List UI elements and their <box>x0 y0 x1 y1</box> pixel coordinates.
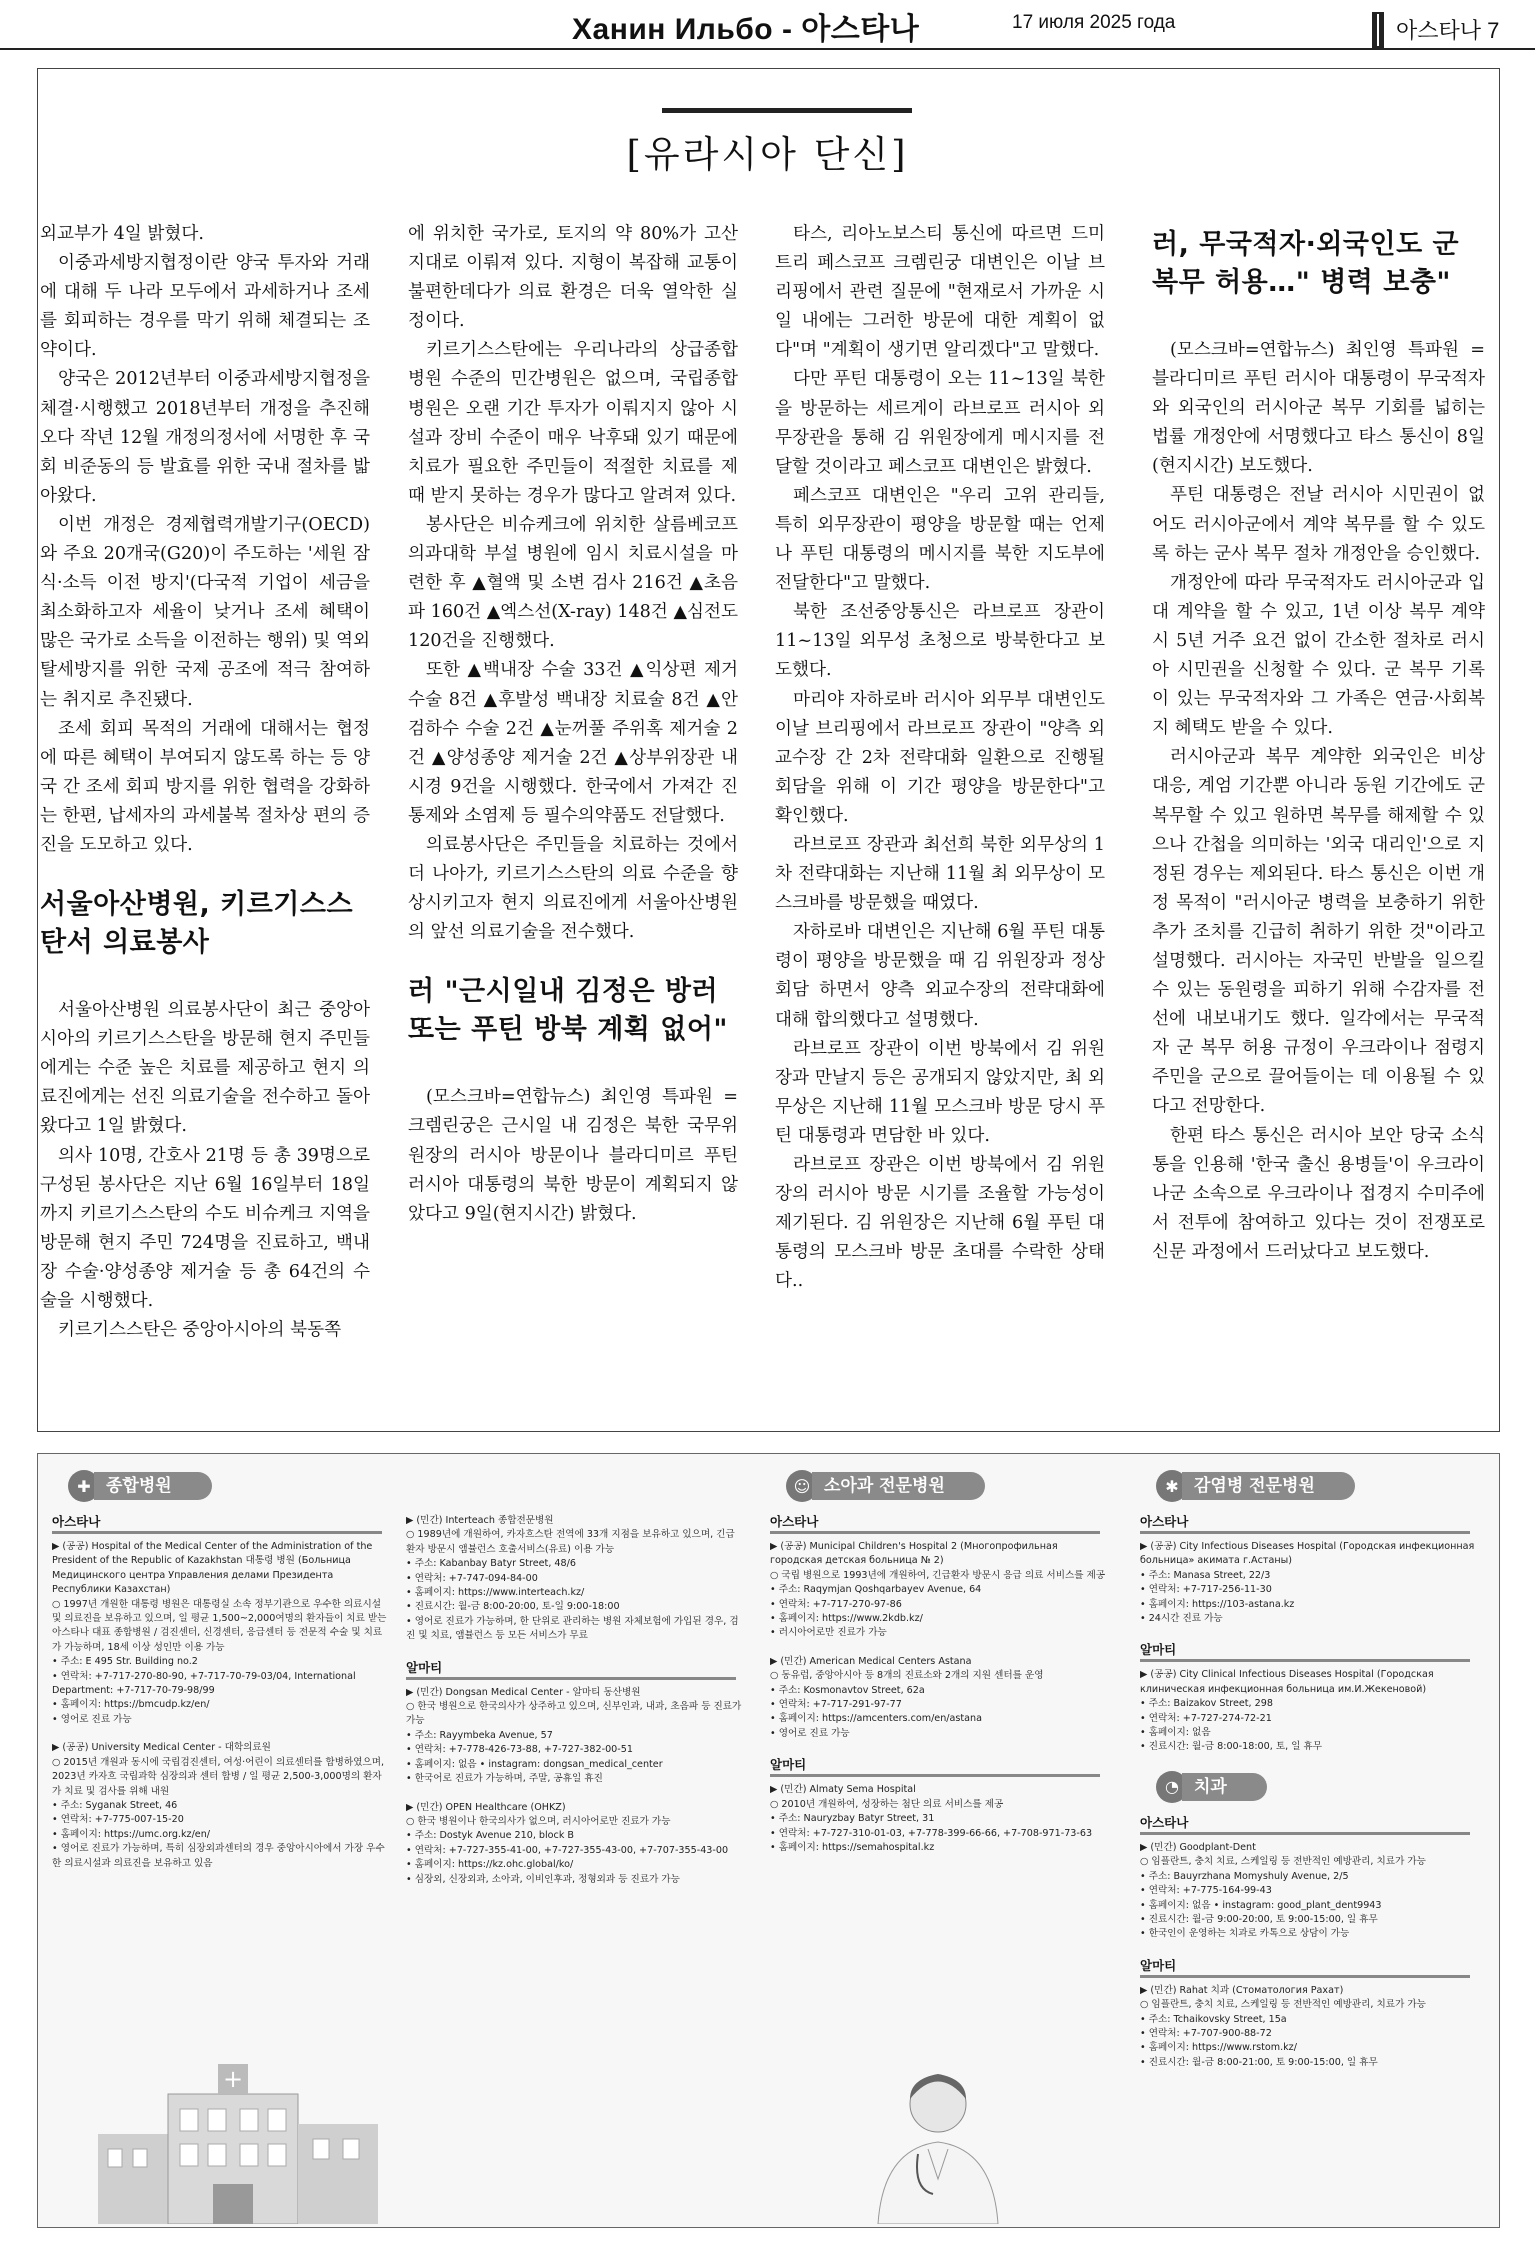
paragraph: 키르기스스탄은 중앙아시아의 북동쪽 <box>58 1320 342 1341</box>
issue-date: 17 июля 2025 года <box>1012 12 1176 33</box>
entry-line: ○ 동유럽, 중앙아시아 등 8개의 진료소와 2개의 지원 센터를 운영 <box>770 1670 1044 1682</box>
entry-line: • 주소: Kosmonavtov Street, 62a <box>770 1684 925 1696</box>
directory-entry <box>52 1741 388 1871</box>
kicker-title: [유라시아 단신] <box>626 133 909 176</box>
entry-line: • 진료시간: 월-금 8:00-18:00, 토, 일 휴무 <box>1140 1741 1323 1753</box>
paragraph: 페스코프 대변인은 "우리 고위 관리들, 특히 외무장관이 평양을 방문할 때는 언제나 푸틴 대통령의 메시지를 북한 지도부에 전달한다"고 말했다. <box>775 485 1105 594</box>
article-column-2 <box>408 220 738 1229</box>
paragraph: (모스크바=연합뉴스) 최인영 특파원 = 블라디미르 푸틴 러시아 대통령이 무국적자와 외국인의 러시아군 복무 기회를 넓히는 법률 개정안에 서명했다고 타스 통신이 8일(현지시간) 보도했다. <box>1152 340 1485 477</box>
city-label: 알마티 <box>770 1755 1100 1777</box>
entry-name: ▶ (공공) Municipal Children's Hospital 2 (Многопрофильная городская детская больница № 2) <box>770 1541 1058 1567</box>
entry-line: ○ 임플란트, 충치 치료, 스케일링 등 전반적인 예방관리, 치료가 가능 <box>1140 1999 1426 2011</box>
entry-name: ▶ (민간) American Medical Centers Astana <box>770 1655 972 1667</box>
entry-name: ▶ (민간) Rahat 치과 (Стоматология Рахат) <box>1140 1984 1344 1996</box>
paragraph: 라브로프 장관은 이번 방북에서 김 위원장의 러시아 방문 시기를 조율할 가능성이 제기된다. 김 위원장은 지난해 6월 푸틴 대통령의 모스크바 방문 초대를 수락한 상태다.. <box>775 1155 1105 1292</box>
page-header <box>0 0 1535 52</box>
entry-line: ○ 한국 병원이나 한국의사가 없으며, 러시아어로만 진료가 가능 <box>406 1815 671 1827</box>
category-title: 종합병원 <box>94 1472 212 1500</box>
tooth-icon: ◔ <box>1156 1771 1188 1803</box>
directory-entry <box>1140 1984 1486 2070</box>
directory-entry <box>770 1783 1106 1855</box>
entry-name: ▶ (민간) Goodplant-Dent <box>1140 1841 1256 1853</box>
entry-line: • 영어로 진료 가능 <box>52 1713 132 1725</box>
header-rule <box>0 48 1535 50</box>
headline-asan-hospital: 서울아산병원, 키르기스스탄서 의료봉사 <box>40 889 354 959</box>
entry-line: • 홈페이지: https://amcenters.com/en/astana <box>770 1713 983 1725</box>
category-title: 소아과 전문병원 <box>812 1472 985 1500</box>
paragraph: 서울아산병원 의료봉사단이 최근 중앙아시아의 키르기스스탄을 방문해 현지 주민들에게는 수준 높은 치료를 제공하고 현지 의료진에게는 선진 의료기술을 전수하고 돌아왔다고 1일 밝혔다. <box>40 1000 370 1137</box>
entry-name: ▶ (민간) Almaty Sema Hospital <box>770 1784 916 1796</box>
entry-line: • 연락처: +7-717-291-97-77 <box>770 1699 902 1711</box>
paragraph: 개정안에 따라 무국적자도 러시아군과 입대 계약을 할 수 있고, 1년 이상 복무 계약 시 5년 거주 요건 없이 간소한 절차로 러시아 시민권을 신청할 수 있다. 군 복무 기록이 있는 무국적자와 그 가족은 연금·사회복지 혜택도 받을 수 있다. <box>1152 572 1485 739</box>
entry-line: • 주소: E 495 Str. Building no.2 <box>52 1656 198 1668</box>
entry-line: • 주소: Tchaikovsky Street, 15a <box>1140 2013 1287 2025</box>
entry-name: ▶ (민간) Dongsan Medical Center - 알마티 동산병원 <box>406 1686 641 1698</box>
svg-text:+: + <box>222 2065 244 2093</box>
entry-name: ▶ (공공) University Medical Center - 대학의료원 <box>52 1742 271 1754</box>
entry-line: • 연락처: +7-747-094-84-00 <box>406 1572 538 1584</box>
directory-entry <box>1140 1540 1486 1626</box>
city-label: 아스타나 <box>1140 1813 1470 1835</box>
directory-entry <box>52 1540 388 1727</box>
entry-line: • 연락처: +7-717-256-11-30 <box>1140 1584 1272 1596</box>
entry-line: • 심장외, 신장외과, 소아과, 이비인후과, 정형외과 등 진료가 가능 <box>406 1873 680 1885</box>
paragraph: 북한 조선중앙통신은 라브로프 장관이 11~13일 외무성 초청으로 방북한다고 보도했다. <box>775 602 1105 681</box>
directory-entry <box>1140 1668 1486 1754</box>
paragraph: 의료봉사단은 주민들을 치료하는 것에서 더 나아가, 키르기스스탄의 의료 수준을 향상시키고자 현지 의료진에게 서울아산병원의 앞선 의료기술을 전수했다. <box>408 834 738 943</box>
category-title: 치과 <box>1182 1773 1267 1801</box>
entry-line: • 연락처: +7-775-164-99-43 <box>1140 1885 1272 1897</box>
entry-line: • 홈페이지: https://www.interteach.kz/ <box>406 1587 585 1599</box>
article-column-3 <box>775 220 1105 1296</box>
hospital-directory <box>37 1453 1500 2228</box>
entry-name: ▶ (민간) Interteach 종합전문병원 <box>406 1515 554 1526</box>
city-label: 알마티 <box>406 1658 736 1680</box>
paragraph: 라브로프 장관과 최선희 북한 외무상의 1차 전략대화는 지난해 11월 최 외무상이 모스크바를 방문했을 때였다. <box>775 834 1105 914</box>
entry-line: • 홈페이지: 없음 • instagram: good_plant_dent9943 <box>1140 1899 1382 1911</box>
paragraph: 외교부가 4일 밝혔다. <box>40 224 204 244</box>
entry-line: • 홈페이지: https://semahospital.kz <box>770 1841 935 1853</box>
directory-entry <box>770 1655 1106 1741</box>
paragraph: 이번 개정은 경제협력개발기구(OECD)와 주요 20개국(G20)이 주도하는 '세원 잠식·소득 이전 방지'(다국적 기업이 세금을 최소화하고자 세율이 낮거나 조세 혜택이 많은 국가로 소득을 이전하는 행위) 및 역외탈세방지를 위한 국제 공조에 적극 참여하는 취지로 추진됐다. <box>40 514 370 710</box>
paragraph: 양국은 2012년부터 이중과세방지협정을 체결·시행했고 2018년부터 개정을 추진해오다 작년 12월 개정의정서에 서명한 후 국회 비준동의 등 발효를 위한 국내 절차를 밟아왔다. <box>40 369 370 506</box>
entry-name: ▶ (공공) City Clinical Infectious Diseases Hospital (Городская клиническая инфекционная больница им.И.Жекеновой) <box>1140 1669 1434 1695</box>
entry-line: • 진료시간: 월-금 8:00-20:00, 토-일 9:00-18:00 <box>406 1601 620 1613</box>
entry-line: • 홈페이지: https://www.2kdb.kz/ <box>770 1613 923 1625</box>
entry-line: • 진료시간: 월-금 9:00-20:00, 토 9:00-15:00, 일 휴무 <box>1140 1913 1378 1925</box>
entry-line: • 연락처: +7-717-270-97-86 <box>770 1598 902 1610</box>
directory-infectious-dental <box>1136 1468 1486 2084</box>
entry-line: • 주소: Raqymjan Qoshqarbayev Avenue, 64 <box>770 1584 982 1596</box>
paragraph: 키르기스스탄에는 우리나라의 상급종합병원 수준의 민간병원은 없으며, 국립종합병원은 오랜 기간 투자가 이뤄지지 않아 시설과 장비 수준이 매우 낙후돼 있기 때문에 치료가 필요한 주민들이 적절한 치료를 제때 받지 못하는 경우가 많다고 알려져 있다. <box>408 340 738 506</box>
entry-line: • 연락처: +7-727-355-41-00, +7-727-355-43-00, +7-707-355-43-00 <box>406 1844 729 1856</box>
entry-line: • 연락처: +7-707-900-88-72 <box>1140 2027 1272 2039</box>
entry-line: • 연락처: +7-717-270-80-90, +7-717-70-79-03/04, International Department: +7-717-70-79-98/99 <box>52 1670 356 1697</box>
paragraph: 러시아군과 복무 계약한 외국인은 비상 대응, 계엄 기간뿐 아니라 동원 기간에도 군 복무할 수 있고 원하면 복무를 해제할 수 있으나 간첩을 의미하는 '외국 대리인'으로 지정된 경우는 제외된다. 타스 통신은 이번 개정 목적이 "러시아군 병력을 보충하기 위한 추가 조치를 긴급히 취하기 위한 것"이라고 설명했다. 러시아는 자국민 반발을 일으킬 수 있는 동원령을 피하기 위해 수감자를 전선에 내보내기도 했다. 일각에서는 무국적자 군 복무 허용 규정이 우크라이나 점령지 주민을 군으로 끌어들이는 데 이용될 수 있다고 전망한다. <box>1152 747 1485 1117</box>
paragraph: 이중과세방지협정이란 양국 투자와 거래에 대해 두 나라 모두에서 과세하거나 조세를 회피하는 경우를 막기 위해 체결되는 조약이다. <box>40 253 370 361</box>
entry-line: • 영어로 진료 가능 <box>770 1727 850 1739</box>
entry-name: ▶ (공공) City Infectious Diseases Hospital (Городская инфекционная больница» акимата г.Астаны) <box>1140 1541 1475 1567</box>
category-header-pediatric <box>766 1468 1106 1504</box>
directory-general-continued <box>402 1514 742 1901</box>
entry-line: • 홈페이지: https://www.rstom.kz/ <box>1140 2042 1297 2054</box>
paragraph: 봉사단은 비슈케크에 위치한 살름베코프 의과대학 부설 병원에 임시 치료시설을 마련한 후 ▲혈액 및 소변 검사 216건 ▲초음파 160건 ▲엑스선(X-ray) 148건 ▲심전도 120건을 진행했다. <box>408 514 738 652</box>
entry-line: • 주소: Kabanbay Batyr Street, 48/6 <box>406 1558 576 1570</box>
paragraph: 라브로프 장관이 이번 방북에서 김 위원장과 만날지 등은 공개되지 않았지만, 최 외무상은 지난해 11월 모스크바 방문 당시 푸틴 대통령과 면담한 바 있다. <box>775 1038 1105 1146</box>
entry-line: • 영어로 진료가 가능하며, 한 단위로 관리하는 병원 자체보험에 가입된 경우, 검진 및 치료, 앰뷸런스 등 모든 서비스가 무료 <box>406 1615 739 1642</box>
directory-entry <box>1140 1841 1486 1942</box>
category-header-dental <box>1136 1769 1486 1805</box>
paragraph: 푸틴 대통령은 전날 러시아 시민권이 없어도 러시아군에서 계약 복무를 할 수 있도록 하는 군사 복무 절차 개정안을 승인했다. <box>1152 485 1485 564</box>
entry-line: • 주소: Manasa Street, 22/3 <box>1140 1569 1271 1581</box>
entry-line: ○ 한국 병원으로 한국의사가 상주하고 있으며, 신부인과, 내과, 초음파 등 진료가 가능 <box>406 1701 742 1727</box>
paragraph: 조세 회피 목적의 거래에 대해서는 협정에 따른 혜택이 부여되지 않도록 하는 등 양국 간 조세 회피 방지를 위한 협력을 강화하는 한편, 납세자의 과세불복 절차상 편의 증진을 도모하고 있다. <box>40 718 370 855</box>
city-label: 아스타나 <box>52 1512 382 1534</box>
directory-entry <box>770 1540 1106 1641</box>
entry-line: ○ 2010년 개원하여, 성장하는 첨단 의료 서비스를 제공 <box>770 1798 1004 1810</box>
entry-line: • 홈페이지: 없음 <box>1140 1727 1211 1739</box>
city-label: 아스타나 <box>770 1512 1100 1534</box>
category-header-infectious <box>1136 1468 1486 1504</box>
paragraph: 또한 ▲백내장 수술 33건 ▲익상편 제거 수술 8건 ▲후발성 백내장 치료술 8건 ▲안검하수 수술 2건 ▲눈꺼풀 주위혹 제거술 2건 ▲양성종양 제거술 2건 ▲상부위장관 내시경 9건을 시행했다. 한국에서 가져간 진통제와 소염제 등 필수의약품도 전달했다. <box>408 660 738 826</box>
article-column-1 <box>40 220 370 1345</box>
entry-line: • 주소: Dostyk Avenue 210, block B <box>406 1830 575 1842</box>
paragraph: 의사 10명, 간호사 21명 등 총 39명으로 구성된 봉사단은 지난 6월 16일부터 18일까지 키르기스스탄의 수도 비슈케크 지역을 방문해 현지 주민 724명을 진료하고, 백내장 수술·양성종양 제거술 등 총 64건의 수술을 시행했다. <box>40 1145 370 1311</box>
entry-line: • 영어로 진료가 가능하며, 특히 심장외과센터의 경우 중앙아시아에서 가장 우수한 의료시설과 의료진을 보유하고 있음 <box>52 1843 385 1869</box>
doctor-illustration <box>838 2054 1038 2224</box>
kicker-bar <box>662 108 912 113</box>
directory-pediatric <box>766 1468 1106 1869</box>
directory-general-astana <box>48 1468 388 1885</box>
entry-name: ▶ (민간) OPEN Healthcare (OHKZ) <box>406 1801 566 1813</box>
hospital-icon: ✚ <box>68 1470 100 1502</box>
entry-line: • 홈페이지: 없음 • instagram: dongsan_medical_center <box>406 1758 663 1770</box>
entry-line: ○ 1997년 개원한 대통령 병원은 대통령실 소속 정부기관으로 우수한 의료시설 및 의료진을 보유하고 있으며, 일 평균 1,500~2,000여명의 환자들이 치료 받는 아스타나 대표 종합병원 / 검진센터, 신경센터, 응급센터 등 전문적 수술 및 치료가 가능하며, 18세 이상 성인만 이용 가능 <box>52 1598 387 1653</box>
entry-line: • 진료시간: 월-금 8:00-21:00, 토 9:00-15:00, 일 휴무 <box>1140 2056 1378 2068</box>
entry-line: • 한국인이 운영하는 치과로 카톡으로 상담이 가능 <box>1140 1928 1350 1940</box>
entry-line: • 연락처: +7-778-426-73-88, +7-727-382-00-51 <box>406 1744 633 1756</box>
entry-line: • 24시간 진료 가능 <box>1140 1613 1223 1625</box>
entry-line: • 주소: Bauyrzhana Momyshuly Avenue, 2/5 <box>1140 1870 1349 1882</box>
entry-line: • 주소: Syganak Street, 46 <box>52 1799 178 1811</box>
directory-entry <box>406 1801 742 1887</box>
entry-line: • 홈페이지: https://umc.org.kz/en/ <box>52 1828 211 1840</box>
entry-line: ○ 1989년에 개원하여, 카자흐스탄 전역에 33개 지점을 보유하고 있으며, 긴급환자 방문시 앰뷸런스 호출서비스(유료) 이용 가능 <box>406 1529 735 1555</box>
paragraph: (모스크바=연합뉴스) 최인영 특파원 = 크렘린궁은 근시일 내 김정은 북한 국무위원장의 러시아 방문이나 블라디미르 푸틴 러시아 대통령의 북한 방문이 계획되지 않았다고 9일(현지시간) 밝혔다. <box>408 1087 738 1224</box>
category-title: 감염병 전문병원 <box>1182 1472 1355 1500</box>
category-header-general <box>48 1468 388 1504</box>
hospital-building-illustration <box>88 2054 388 2224</box>
entry-line: • 연락처: +7-727-310-01-03, +7-778-399-66-66, +7-708-971-73-63 <box>770 1827 1093 1839</box>
paragraph: 타스, 리아노보스티 통신에 따르면 드미트리 페스코프 크렘린궁 대변인은 이날 브리핑에서 관련 질문에 "현재로서 가까운 시일 내에는 그러한 방문에 대한 계획이 없다"며 "계획이 생기면 알리겠다"고 말했다. <box>775 224 1105 361</box>
masthead: Ханин Ильбо - 아스타나 <box>572 13 920 46</box>
city-label: 알마티 <box>1140 1640 1470 1662</box>
entry-line: ○ 임플란트, 충치 치료, 스케일링 등 전반적인 예방관리, 치료가 가능 <box>1140 1856 1426 1868</box>
entry-line: ○ 2015년 개원과 동시에 국립검진센터, 여성·어린이 의료센터를 합병하였으며, 2023년 카자흐 국립과학 심장의과 센터 합병 / 일 평균 2,500-3,000명의 환자가 치료 및 검사를 위해 내원 <box>52 1756 385 1797</box>
paragraph: 마리야 자하로바 러시아 외무부 대변인도 이날 브리핑에서 라브로프 장관이 "양측 외교수장 간 2차 전략대화 일환으로 진행될 회담을 위해 이 기간 평양을 방문한다"고 확인했다. <box>775 689 1105 826</box>
entry-line: • 주소: Baizakov Street, 298 <box>1140 1698 1273 1710</box>
entry-name: ▶ (공공) Hospital of the Medical Center of the Administration of the President of the Republic of Kazakhstan 대통령 병원 (Больница Медицинского центра Управления делами Президента Республики Казахстан) <box>52 1541 373 1596</box>
city-label: 알마티 <box>1140 1956 1470 1978</box>
entry-line: • 한국어로 진료가 가능하며, 주말, 공휴일 휴진 <box>406 1773 603 1785</box>
headline-military-service: 러, 무국적자·외국인도 군복무 허용…" 병력 보충" <box>1152 229 1460 298</box>
child-icon: ☺ <box>786 1470 818 1502</box>
city-label: 아스타나 <box>1140 1512 1470 1534</box>
article-column-4 <box>1152 220 1485 1267</box>
entry-line: • 연락처: +7-775-007-15-20 <box>52 1814 184 1826</box>
directory-entry <box>406 1686 742 1787</box>
virus-icon: ✱ <box>1156 1470 1188 1502</box>
paragraph: 자하로바 대변인은 지난해 6월 푸틴 대통령이 평양을 방문했을 때 김 위원장과 정상회담 하면서 양측 외교수장의 전략대화에 대해 합의했다고 설명했다. <box>775 922 1105 1030</box>
entry-line: • 홈페이지: https://103-astana.kz <box>1140 1598 1295 1610</box>
entry-line: • 연락처: +7-727-274-72-21 <box>1140 1712 1272 1724</box>
entry-line: • 홈페이지: https://bmcudp.kz/en/ <box>52 1699 210 1711</box>
paragraph: 에 위치한 국가로, 토지의 약 80%가 고산지대로 이뤄져 있다. 지형이 복잡해 교통이 불편한데다가 의료 환경은 더욱 열악한 실정이다. <box>408 224 738 332</box>
entry-line: • 주소: Nauryzbay Batyr Street, 31 <box>770 1813 935 1825</box>
headline-kim-putin: 러 "근시일내 김정은 방러 또는 푸틴 방북 계획 없어" <box>408 976 728 1046</box>
entry-line: • 주소: Rayymbeka Avenue, 57 <box>406 1729 553 1741</box>
paragraph: 다만 푸틴 대통령이 오는 11~13일 북한을 방문하는 세르게이 라브로프 러시아 외무장관을 통해 김 위원장에게 메시지를 전달할 것이라고 페스코프 대변인은 밝혔다. <box>775 369 1105 477</box>
section-marker-bar <box>1372 12 1384 48</box>
directory-entry <box>406 1514 742 1644</box>
entry-line: • 홈페이지: https://kz.ohc.global/ko/ <box>406 1859 574 1871</box>
entry-line: • 러시아어로만 진료가 가능 <box>770 1627 887 1639</box>
section-page-label: 아스타나 7 <box>1396 18 1500 43</box>
paragraph: 한편 타스 통신은 러시아 보안 당국 소식통을 인용해 '한국 출신 용병들'이 우크라이나군 소속으로 우크라이나 접경지 수미주에서 전투에 참여하고 있다는 것이 전쟁포로 신문 과정에서 드러났다고 보도했다. <box>1152 1125 1485 1262</box>
entry-line: ○ 국립 병원으로 1993년에 개원하여, 긴급환자 방문시 응급 의료 서비스를 제공 <box>770 1569 1106 1581</box>
